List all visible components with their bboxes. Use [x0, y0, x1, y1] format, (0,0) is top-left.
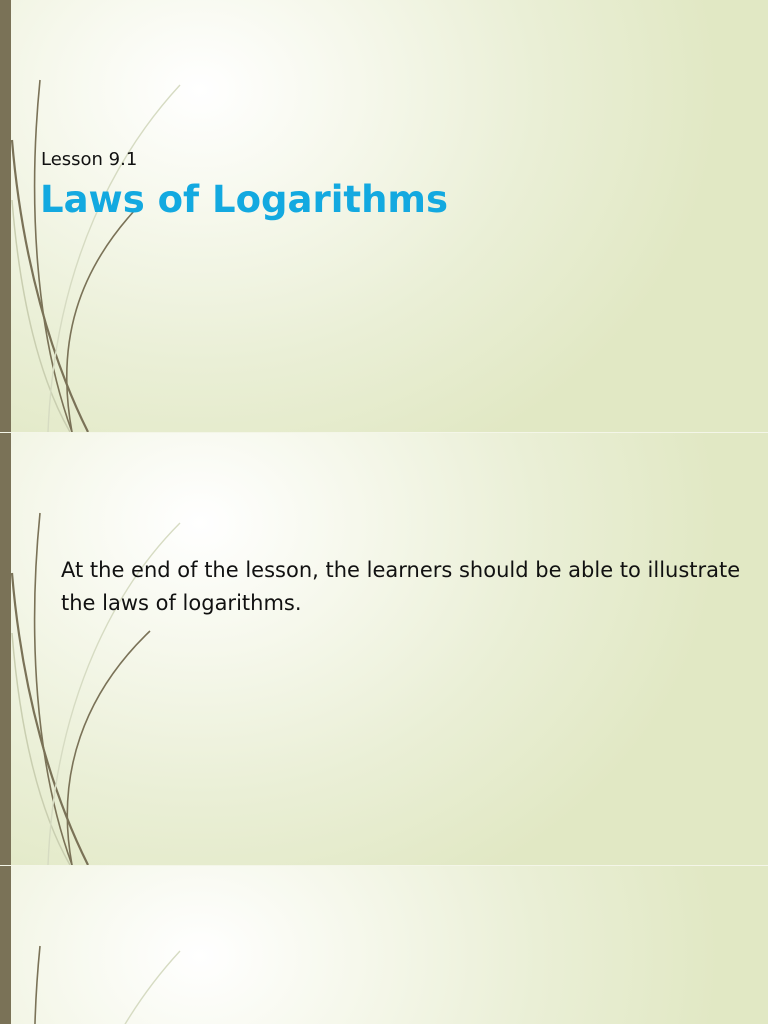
slide-3[interactable]: [0, 866, 768, 1024]
learning-objective: At the end of the lesson, the learners should be able to illustrate the laws of logarithms.: [61, 558, 741, 615]
swirl-decoration: [0, 866, 200, 1024]
slide-1[interactable]: [0, 0, 768, 432]
swirl-decoration: [0, 433, 200, 865]
slide-title: Laws of Logarithms: [40, 178, 449, 221]
lesson-label: Lesson 9.1: [41, 149, 138, 170]
slide-2[interactable]: [0, 433, 768, 865]
